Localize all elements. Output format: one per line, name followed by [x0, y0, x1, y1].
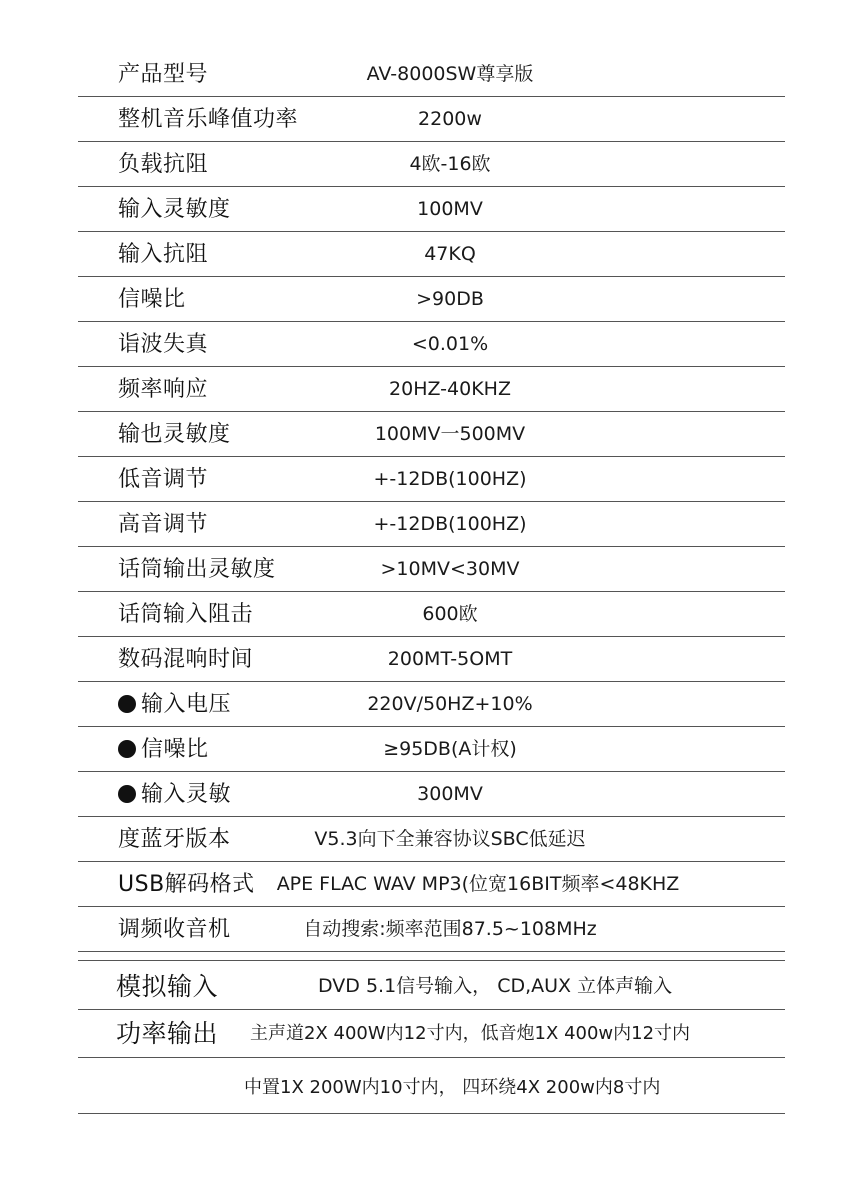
spec-value: 47KQ: [424, 243, 476, 265]
spec-label-text: 低音调节: [118, 467, 209, 492]
analog-input-row: [78, 960, 785, 1010]
spec-label-text: 话筒输入阻击: [118, 602, 254, 627]
spec-row: [78, 907, 785, 952]
spec-row: [78, 322, 785, 367]
spec-value: 600欧: [422, 603, 478, 625]
spec-value: 20HZ-40KHZ: [389, 378, 511, 400]
spec-label-text: 调频收音机: [118, 917, 231, 942]
bullet-icon: [118, 785, 136, 803]
power-output-row: [78, 1010, 785, 1058]
spec-label: [118, 277, 186, 322]
analog-input-label: 模拟输入: [116, 972, 219, 1001]
spec-row: [78, 187, 785, 232]
spec-row: [78, 862, 785, 907]
spec-value: 200MT-5OMT: [387, 648, 513, 670]
spec-label: [118, 142, 208, 187]
spec-label-text: 整机音乐峰值功率: [118, 107, 299, 132]
spec-label: [118, 592, 253, 637]
spec-label: [118, 907, 231, 952]
spec-label: [118, 232, 208, 277]
spec-value: <0.01%: [411, 333, 489, 355]
spec-label: [118, 772, 231, 817]
spec-row: [78, 727, 785, 772]
spec-value: 220V/50HZ+10%: [367, 693, 533, 715]
spec-row: [78, 772, 785, 817]
power-output-row-continued: [78, 1058, 785, 1114]
spec-row: [78, 502, 785, 547]
spec-label: [118, 457, 208, 502]
spec-value: 2200w: [418, 108, 482, 130]
spec-label-text: USB解码格式: [118, 872, 255, 897]
spec-row: [78, 682, 785, 727]
spec-label: [118, 367, 208, 412]
spec-label: [118, 412, 231, 457]
bullet-icon: [118, 740, 136, 758]
spec-row: [78, 367, 785, 412]
power-output-value-line1: 主声道2X 400W内12寸内，低音炮1X 400w内12寸内: [250, 1023, 691, 1044]
spec-value: ≥95DB(A计权): [383, 738, 517, 760]
spec-label-text: 输入灵敏: [141, 782, 232, 807]
spec-label: [118, 502, 208, 547]
spec-label: [118, 322, 208, 367]
spec-table: [78, 52, 785, 1114]
spec-row: [78, 412, 785, 457]
spec-label-text: 信噪比: [141, 737, 209, 762]
spec-label-text: 输也灵敏度: [118, 422, 231, 447]
spec-label-text: 频率响应: [118, 377, 209, 402]
spec-row: [78, 457, 785, 502]
spec-value: AV-8000SW尊享版: [366, 63, 534, 85]
spec-label-text: 信噪比: [118, 287, 186, 312]
spec-label: [118, 187, 231, 232]
spec-label-text: 产品型号: [118, 62, 209, 87]
spec-label-text: 高音调节: [118, 512, 209, 537]
spec-row: [78, 142, 785, 187]
spec-value: 100MV一500MV: [374, 423, 526, 445]
spec-value: +-12DB(100HZ): [373, 468, 527, 490]
spec-value: +-12DB(100HZ): [373, 513, 527, 535]
spec-value: >10MV<30MV: [380, 558, 520, 580]
spec-label: [118, 52, 208, 97]
spec-label: [118, 682, 231, 727]
spec-row: [78, 97, 785, 142]
spec-value: 300MV: [417, 783, 483, 805]
spec-value: 4欧-16欧: [409, 153, 491, 175]
spec-label-text: 话筒输出灵敏度: [118, 557, 276, 582]
spec-row: [78, 232, 785, 277]
spec-label: [118, 727, 209, 772]
power-output-value-line2: 中置1X 200W内10寸内， 四环绕4X 200w内8寸内: [244, 1077, 661, 1098]
spec-label-text: 诣波失真: [118, 332, 209, 357]
spec-row: [78, 637, 785, 682]
spec-row: [78, 547, 785, 592]
spec-row: [78, 817, 785, 862]
spec-row: [78, 52, 785, 97]
spec-label-text: 数码混响时间: [118, 647, 254, 672]
spec-value: V5.3向下全兼容协议SBC低延迟: [314, 828, 586, 850]
spec-label: [118, 817, 231, 862]
spec-label-text: 度蓝牙版本: [118, 827, 231, 852]
spec-label-text: 负载抗阻: [118, 152, 209, 177]
power-output-label: 功率输出: [116, 1019, 219, 1048]
spec-value: >90DB: [416, 288, 484, 310]
spec-label-text: 输入灵敏度: [118, 197, 231, 222]
spec-value: 100MV: [417, 198, 483, 220]
spec-value: 自动搜索:频率范围87.5~108MHz: [303, 918, 597, 940]
spec-label-text: 输入电压: [141, 692, 232, 717]
spec-row: [78, 277, 785, 322]
bullet-icon: [118, 695, 136, 713]
spec-row: [78, 592, 785, 637]
spec-value: APE FLAC WAV MP3(位宽16BIT频率<48KHZ: [276, 873, 680, 895]
analog-input-value: DVD 5.1信号输入， CD,AUX 立体声输入: [318, 975, 673, 997]
spec-label-text: 输入抗阻: [118, 242, 209, 267]
spec-label: [118, 637, 253, 682]
